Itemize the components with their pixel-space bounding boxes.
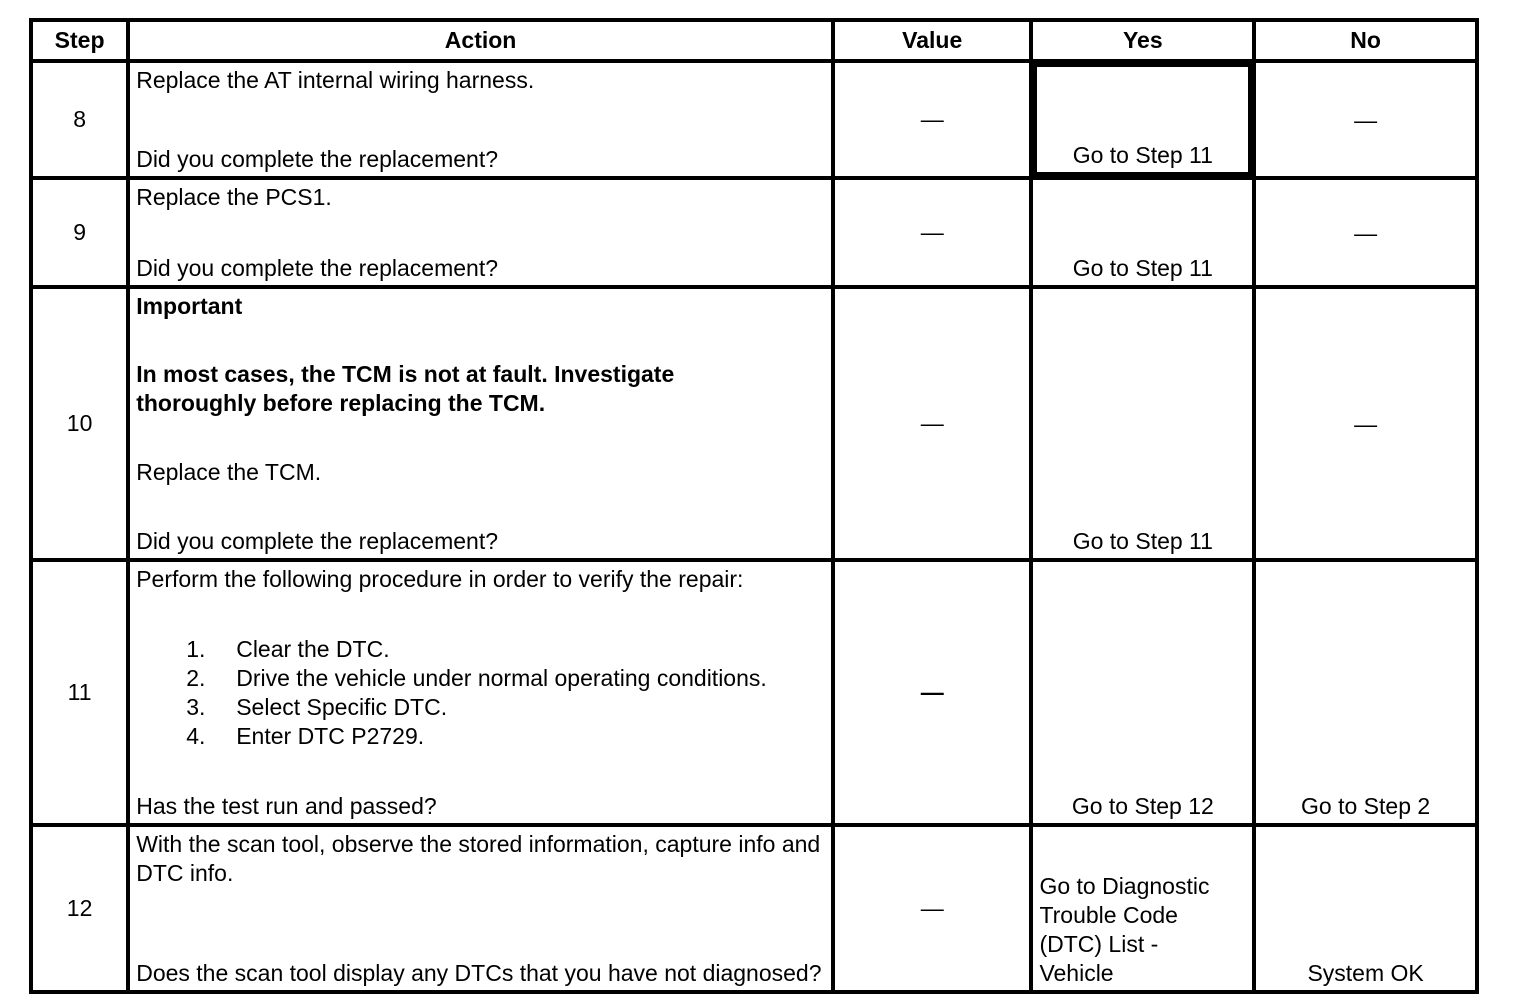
no-cell: — [1254, 287, 1477, 560]
yes-link[interactable]: Go to Step 11 [1072, 528, 1213, 554]
action-instruction: Perform the following procedure in order to verify the repair: [136, 566, 744, 592]
no-cell [1254, 560, 1477, 825]
action-cell [128, 61, 833, 178]
yes-link[interactable]: Go to Step 11 [1072, 255, 1213, 281]
step-number: 8 [31, 61, 128, 178]
list-item: 3. Select Specific DTC. [186, 694, 448, 720]
action-question: Has the test run and passed? [136, 793, 437, 819]
header-no: No [1254, 20, 1477, 61]
action-instruction: With the scan tool, observe the stored information, capture info and DTC info. [136, 831, 821, 886]
step-number: 9 [31, 178, 128, 287]
list-item: 1. Clear the DTC. [186, 636, 390, 662]
action-instruction: Replace the TCM. [136, 459, 322, 485]
yes-cell [1033, 63, 1252, 176]
value-cell: — [833, 178, 1031, 287]
value-cell: — [833, 825, 1031, 992]
table-row [31, 825, 1477, 992]
header-action: Action [128, 20, 833, 61]
action-cell [128, 178, 833, 287]
step-number: 12 [31, 825, 128, 992]
step-number: 11 [31, 560, 128, 825]
action-question: Does the scan tool display any DTCs that you have not diagnosed? [136, 960, 822, 986]
header-value: Value [833, 20, 1031, 61]
action-question: Did you complete the replacement? [136, 528, 499, 554]
procedure-list [136, 635, 825, 751]
action-instruction: Replace the AT internal wiring harness. [136, 67, 535, 93]
important-note: In most cases, the TCM is not at fault. Investigate thoroughly before replacing the TCM. [136, 361, 675, 416]
no-link[interactable]: Go to Step 2 [1301, 793, 1431, 819]
value-cell: — [833, 61, 1031, 178]
yes-cell [1031, 287, 1254, 560]
no-result: System OK [1307, 960, 1424, 986]
yes-cell [1031, 178, 1254, 287]
no-cell: — [1254, 61, 1477, 178]
header-row [31, 20, 1477, 61]
list-item: 4. Enter DTC P2729. [186, 723, 425, 749]
step-number: 10 [31, 287, 128, 560]
table-row [31, 560, 1477, 825]
action-question: Did you complete the replacement? [136, 146, 499, 172]
value-cell: — [833, 560, 1031, 825]
yes-cell [1031, 560, 1254, 825]
action-cell [128, 287, 833, 560]
header-yes: Yes [1031, 20, 1254, 61]
action-cell [128, 825, 833, 992]
yes-link[interactable]: Go to Step 11 [1072, 142, 1213, 168]
list-item: 2. Drive the vehicle under normal operating conditions. [186, 665, 767, 691]
table-row [31, 61, 1477, 178]
value-cell: — [833, 287, 1031, 560]
action-cell [128, 560, 833, 825]
table-row [31, 287, 1477, 560]
yes-link[interactable]: Go to Diagnostic Trouble Code (DTC) List - Vehicle [1039, 873, 1210, 986]
table-row [31, 178, 1477, 287]
no-cell [1254, 825, 1477, 992]
diagnostic-table [29, 18, 1479, 994]
header-step: Step [31, 20, 128, 61]
important-heading: Important [136, 293, 243, 319]
action-question: Did you complete the replacement? [136, 255, 499, 281]
yes-cell [1031, 825, 1254, 992]
no-cell: — [1254, 178, 1477, 287]
action-instruction: Replace the PCS1. [136, 184, 332, 210]
yes-link[interactable]: Go to Step 12 [1071, 793, 1214, 819]
